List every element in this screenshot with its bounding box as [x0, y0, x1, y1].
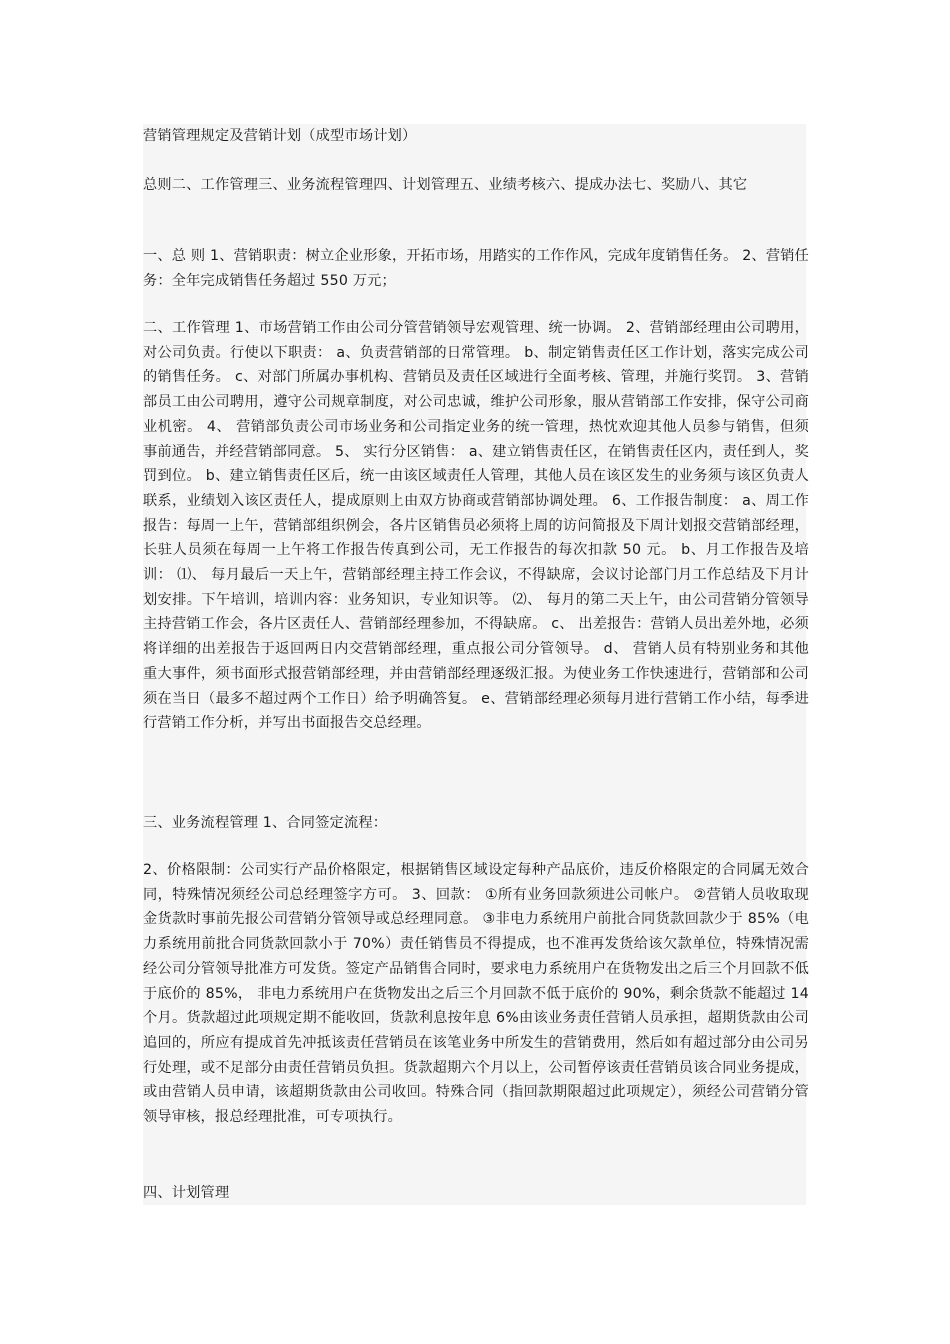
section-business-process-heading: 三、业务流程管理 1、合同签定流程： — [143, 815, 388, 831]
section-plan-management-heading: 四、计划管理 — [143, 1185, 230, 1201]
document-title: 营销管理规定及营销计划（成型市场计划） — [143, 128, 417, 144]
section-work-management: 二、工作管理 1、市场营销工作由公司分管营销领导宏观管理、统一协调。 2、营销部经理由公司聘用，对公司负责。行使以下职责： a、负责营销部的日常管理。 b、制定销售责任区工作计划，落实完成公司的销售任务。 c、对部门所属办事机构、营销员及责任区域进行全面考核、管理，并施行奖罚。 3、营销部员工由公司聘用，遵守公司规章制度，对公司忠诚，维护公司形象，服从营销部工作安排，保守公司商业机密。 4、 营销部负责公司市场业务和公司指定业务的统一管理，热忱欢迎其他人员参与销售，但须事前通告，并经营销部同意。 5、 实行分区销售： a、建立销售责任区，在销售责任区内，责任到人，奖罚到位。 b、建立销售责任区后，统一由该区域责任人管理，其他人员在该区发生的业务须与该区负责人联系，业绩划入该区责任人，提成原则上由双方协商或营销部协调处理。 6、工作报告制度： a、周工作报告：每周一上午，营销部组织例会，各片区销售员必须将上周的访问简报及下周计划报交营销部经理，长驻人员须在每周一上午将工作报告传真到公司，无工作报告的每次扣款 50 元。 b、月工作报告及培训： ⑴、 每月最后一天上午，营销部经理主持工作会议，不得缺席，会议讨论部门月工作总结及下月计划安排。下午培训，培训内容：业务知识，专业知识等。 ⑵、 每月的第二天上午，由公司营销分管领导主持营销工作会，各片区责任人、营销部经理参加，不得缺席。 c、 出差报告：营销人员出差外地，必须将详细的出差报告于返回两日内交营销部经理，重点报公司分管领导。 d、 营销人员有特别业务和其他重大事件，须书面形式报营销部经理，并由营销部经理逐级汇报。为使业务工作快速进行，营销部和公司须在当日（最多不超过两个工作日）给予明确答复。 e、营销部经理必须每月进行营销工作小结，每季进行营销工作分析，并写出书面报告交总经理。 — [143, 320, 809, 732]
section-business-process-body: 2、价格限制：公司实行产品价格限定，根据销售区域设定每种产品底价，违反价格限定的合同属无效合同，特殊情况须经公司总经理签字方可。 3、回款： ①所有业务回款须进公司帐户。 ②营销人员收取现金货款时事前先报公司营销分管领导或总经理同意。 ③非电力系统用户前批合同货款回款少于 85%（电力系统用前批合同货款回款小于 70%）责任销售员不得提成，也不准再发货给该欠款单位，特殊情况需经公司分管领导批准方可发货。签定产品销售合同时，要求电力系统用户在货物发出之后三个月回款不低于底价的 85%， 非电力系统用户在货物发出之后三个月回款不低于底价的 90%，剩余货款不能超过 14 个月。货款超过此项规定期不能收回，货款利息按年息 6%由该业务责任营销人员承担，超期货款由公司追回的，所应有提成首先冲抵该责任营销员在该笔业务中所发生的营销费用，然后如有超过部分由公司另行处理，或不足部分由责任营销员负担。货款超期六个月以上，公司暂停该责任营销员该合同业务提成，或由营销人员申请，该超期货款由公司收回。特殊合同（指回款期限超过此项规定），须经公司营销分管领导审核，报总经理批准，可专项执行。 — [143, 862, 809, 1126]
section-general-principles: 一、总 则 1、营销职责：树立企业形象，开拓市场，用踏实的工作作风，完成年度销售任务。 2、营销任务：全年完成销售任务超过 550 万元； — [143, 248, 809, 289]
table-of-contents: 总则二、工作管理三、业务流程管理四、计划管理五、业绩考核六、提成办法七、奖励八、其它 — [143, 177, 748, 193]
